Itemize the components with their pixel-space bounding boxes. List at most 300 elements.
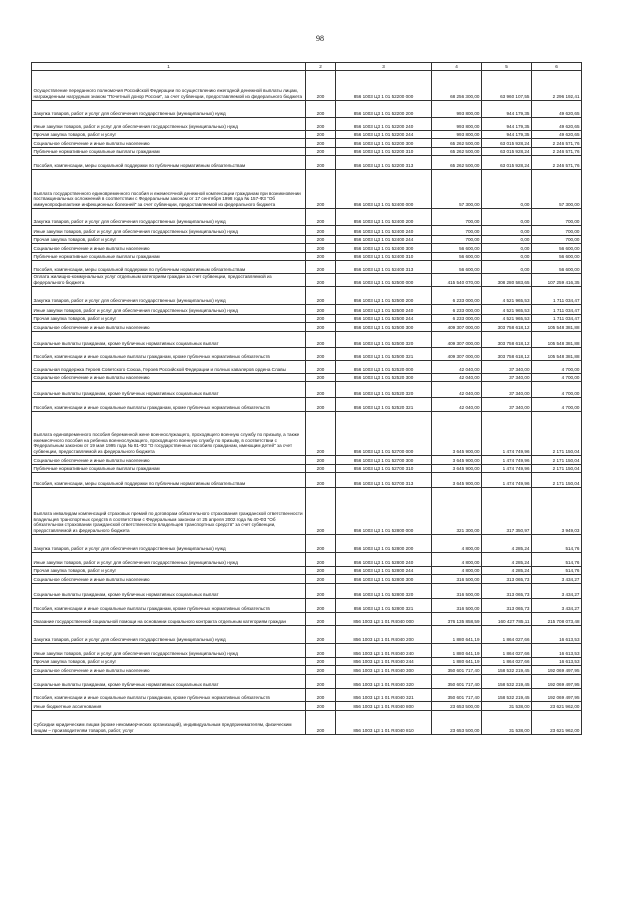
row-description: Пособия, компенсации и иные социальные выплаты гражданам, кроме публичных нормативных обязательств (32, 348, 306, 361)
table-row (32, 274, 582, 287)
row-line-code: 200 (306, 261, 336, 274)
row-line-code: 200 (306, 675, 336, 689)
row-executed-amount: 4 285,24 (482, 567, 532, 575)
table-row (32, 599, 582, 613)
row-budget-classification-code: 856 1003 Ц3 1 01 52200 310 (336, 148, 432, 156)
table-row (32, 323, 582, 332)
row-description: Пособия, компенсации и иные социальные выплаты гражданам, кроме публичных нормативных обязательств (32, 398, 306, 412)
row-description: Пособия, компенсации и иные социальные выплаты гражданам, кроме публичных нормативных обязательств (32, 689, 306, 702)
row-executed-amount: 0,00 (482, 244, 532, 253)
row-approved-amount: 4 800,00 (432, 567, 482, 575)
row-executed-amount: 4 285,24 (482, 535, 532, 553)
table-row (32, 535, 582, 553)
row-executed-amount: 4 285,24 (482, 553, 532, 567)
row-executed-amount: 1 474 749,96 (482, 473, 532, 488)
row-line-code: 200 (306, 398, 336, 412)
table-row (32, 348, 582, 361)
row-approved-amount: 65 262 500,00 (432, 156, 482, 170)
row-line-code: 200 (306, 535, 336, 553)
row-budget-classification-code: 856 1003 Ц3 1 01 R4040 300 (336, 666, 432, 675)
row-executed-amount: 313 065,73 (482, 599, 532, 613)
row-line-code: 200 (306, 689, 336, 702)
row-line-code: 200 (306, 599, 336, 613)
row-description: Иные закупки товаров, работ и услуг для обеспечения государственных (муниципальных) нужд (32, 644, 306, 658)
table-row (32, 374, 582, 382)
row-description: Пособия, компенсации, меры социальной поддержки по публичным нормативным обязательствам (32, 261, 306, 274)
row-unexecuted-amount: 56 600,00 (532, 261, 582, 274)
row-line-code: 200 (306, 361, 336, 374)
row-executed-amount: 158 532 219,45 (482, 666, 532, 675)
table-row (32, 666, 582, 675)
column-number: 4 (432, 63, 482, 71)
table-row (32, 473, 582, 488)
table-row (32, 613, 582, 626)
row-unexecuted-amount: 3 434,27 (532, 584, 582, 599)
row-line-code: 200 (306, 465, 336, 473)
table-row (32, 118, 582, 131)
row-budget-classification-code: 856 1003 Ц3 1 01 52200 200 (336, 101, 432, 118)
row-approved-amount: 3 645 900,00 (432, 473, 482, 488)
row-unexecuted-amount: 2 171 150,04 (532, 473, 582, 488)
row-approved-amount: 700,00 (432, 226, 482, 236)
row-approved-amount: 57 300,00 (432, 170, 482, 209)
budget-execution-table (31, 62, 582, 735)
row-description: Субсидии юридическим лицам (кроме некоммерческих организаций), индивидуальным предпринимателям, физическим лицам – производителям товаров, работ, услуг (32, 711, 306, 735)
row-budget-classification-code: 856 1003 Ц3 1 01 52800 000 (336, 488, 432, 535)
row-approved-amount: 6 233 000,00 (432, 287, 482, 305)
row-line-code: 200 (306, 644, 336, 658)
row-unexecuted-amount: 2 171 150,04 (532, 465, 582, 473)
table-row (32, 644, 582, 658)
row-line-code: 200 (306, 348, 336, 361)
row-description: Выплата государственного единовременного пособия и ежемесячной денежной компенсации гражданам при возникновении поствакцинальных осложнений в соответствии с Федеральным законом от 17 сентября 1998 года № 157-ФЗ "Об иммунопрофилактике инфекционных болезней" за счет субвенции, предоставляемой из федерального бюджета (32, 170, 306, 209)
row-approved-amount: 1 880 641,19 (432, 626, 482, 644)
row-executed-amount: 0,00 (482, 209, 532, 226)
row-unexecuted-amount: 3 434,27 (532, 575, 582, 584)
row-line-code: 200 (306, 553, 336, 567)
row-description: Пособия, компенсации, меры социальной поддержки по публичным нормативным обязательствам (32, 473, 306, 488)
row-line-code: 200 (306, 488, 336, 535)
table-row (32, 315, 582, 323)
row-description: Социальное обеспечение и иные выплаты населению (32, 666, 306, 675)
row-description: Социальные выплаты гражданам, кроме публичных нормативных социальных выплат (32, 675, 306, 689)
table-row (32, 287, 582, 305)
row-budget-classification-code: 856 1003 Ц3 1 01 R4040 000 (336, 613, 432, 626)
row-unexecuted-amount: 215 708 073,48 (532, 613, 582, 626)
row-unexecuted-amount: 49 620,65 (532, 101, 582, 118)
row-budget-classification-code: 856 1003 Ц3 1 01 52400 300 (336, 244, 432, 253)
row-executed-amount: 63 960 107,55 (482, 71, 532, 101)
table-row (32, 658, 582, 666)
row-line-code: 200 (306, 305, 336, 315)
row-budget-classification-code: 856 1003 Ц3 1 01 52400 240 (336, 226, 432, 236)
row-executed-amount: 63 015 928,24 (482, 156, 532, 170)
table-row (32, 156, 582, 170)
row-executed-amount: 944 179,35 (482, 118, 532, 131)
table-row (32, 711, 582, 735)
row-line-code: 200 (306, 118, 336, 131)
row-approved-amount: 42 040,00 (432, 361, 482, 374)
row-line-code: 200 (306, 374, 336, 382)
row-budget-classification-code: 856 1003 Ц3 1 01 52520 321 (336, 398, 432, 412)
row-description: Пособия, компенсации и иные социальные выплаты гражданам, кроме публичных нормативных обязательств (32, 599, 306, 613)
row-executed-amount: 0,00 (482, 226, 532, 236)
row-executed-amount: 63 015 928,24 (482, 139, 532, 148)
row-approved-amount: 415 540 070,00 (432, 274, 482, 287)
row-description: Социальное обеспечение и иные выплаты населению (32, 244, 306, 253)
row-approved-amount: 316 500,00 (432, 575, 482, 584)
row-unexecuted-amount: 700,00 (532, 236, 582, 244)
table-row (32, 553, 582, 567)
row-unexecuted-amount: 49 620,65 (532, 118, 582, 131)
row-budget-classification-code: 856 1003 Ц3 1 01 52800 244 (336, 567, 432, 575)
column-number: 1 (32, 63, 306, 71)
table-row (32, 261, 582, 274)
table-row (32, 689, 582, 702)
row-budget-classification-code: 856 1003 Ц3 1 01 52700 000 (336, 412, 432, 456)
row-description: Социальное обеспечение и иные выплаты населению (32, 374, 306, 382)
column-number: 2 (306, 63, 336, 71)
row-budget-classification-code: 856 1003 Ц3 1 01 52200 000 (336, 71, 432, 101)
table-row (32, 382, 582, 398)
row-description: Публичные нормативные социальные выплаты гражданам (32, 253, 306, 261)
table-row (32, 412, 582, 456)
row-description: Иные закупки товаров, работ и услуг для обеспечения государственных (муниципальных) нужд (32, 118, 306, 131)
table-row (32, 488, 582, 535)
row-line-code: 200 (306, 209, 336, 226)
table-row (32, 236, 582, 244)
row-line-code: 200 (306, 101, 336, 118)
row-executed-amount: 944 179,35 (482, 101, 532, 118)
row-approved-amount: 42 040,00 (432, 398, 482, 412)
row-executed-amount: 158 532 219,45 (482, 675, 532, 689)
table-row (32, 244, 582, 253)
column-number: 5 (482, 63, 532, 71)
row-line-code: 200 (306, 567, 336, 575)
row-line-code: 200 (306, 613, 336, 626)
row-line-code: 200 (306, 236, 336, 244)
table-row (32, 253, 582, 261)
row-budget-classification-code: 856 1003 Ц3 1 01 52400 313 (336, 261, 432, 274)
row-budget-classification-code: 856 1003 Ц3 1 01 52800 240 (336, 553, 432, 567)
row-approved-amount: 6 233 000,00 (432, 305, 482, 315)
row-approved-amount: 376 135 858,59 (432, 613, 482, 626)
table-row (32, 567, 582, 575)
row-unexecuted-amount: 192 069 497,95 (532, 675, 582, 689)
row-unexecuted-amount: 57 300,00 (532, 170, 582, 209)
row-unexecuted-amount: 105 548 381,88 (532, 348, 582, 361)
row-executed-amount: 1 474 749,96 (482, 412, 532, 456)
row-approved-amount: 68 256 300,00 (432, 71, 482, 101)
row-unexecuted-amount: 1 711 034,47 (532, 287, 582, 305)
row-approved-amount: 56 600,00 (432, 244, 482, 253)
row-line-code: 200 (306, 412, 336, 456)
table-row (32, 71, 582, 101)
row-description: Иные закупки товаров, работ и услуг для обеспечения государственных (муниципальных) нужд (32, 305, 306, 315)
row-approved-amount: 409 307 000,00 (432, 323, 482, 332)
row-approved-amount: 23 653 500,00 (432, 711, 482, 735)
row-budget-classification-code: 856 1003 Ц3 1 01 R4040 240 (336, 644, 432, 658)
row-line-code: 200 (306, 139, 336, 148)
page-number: 98 (316, 34, 324, 43)
row-description: Прочая закупка товаров, работ и услуг (32, 236, 306, 244)
row-approved-amount: 4 800,00 (432, 535, 482, 553)
column-number: 3 (336, 63, 432, 71)
row-executed-amount: 303 758 618,12 (482, 323, 532, 332)
row-description: Прочая закупка товаров, работ и услуг (32, 658, 306, 666)
row-description: Прочая закупка товаров, работ и услуг (32, 567, 306, 575)
row-approved-amount: 350 601 717,40 (432, 666, 482, 675)
row-executed-amount: 0,00 (482, 170, 532, 209)
row-approved-amount: 65 262 500,00 (432, 139, 482, 148)
row-unexecuted-amount: 514,76 (532, 535, 582, 553)
row-budget-classification-code: 856 1003 Ц3 1 01 52520 000 (336, 361, 432, 374)
row-line-code: 200 (306, 332, 336, 348)
row-description: Иные закупки товаров, работ и услуг для обеспечения государственных (муниципальных) нужд (32, 553, 306, 567)
table-row (32, 148, 582, 156)
row-approved-amount: 993 800,00 (432, 131, 482, 139)
row-approved-amount: 56 600,00 (432, 261, 482, 274)
row-executed-amount: 1 474 749,96 (482, 456, 532, 465)
table-row (32, 702, 582, 711)
row-line-code: 200 (306, 626, 336, 644)
row-unexecuted-amount: 4 700,00 (532, 398, 582, 412)
table-row (32, 456, 582, 465)
row-unexecuted-amount: 105 548 381,88 (532, 332, 582, 348)
row-unexecuted-amount: 2 246 571,76 (532, 139, 582, 148)
row-line-code: 200 (306, 666, 336, 675)
row-budget-classification-code: 856 1003 Ц3 1 01 R4040 200 (336, 626, 432, 644)
column-number: 6 (532, 63, 582, 71)
row-executed-amount: 4 521 965,53 (482, 315, 532, 323)
table-row (32, 101, 582, 118)
row-budget-classification-code: 856 1003 Ц3 1 01 52500 000 (336, 274, 432, 287)
row-description: Выплата единовременного пособия беременной жене военнослужащего, проходящего военную службу по призыву, а также ежемесячного пособия на ребенка военнослужащего, проходящего военную службу по призыву, в соответствии с Федеральным законом от 19 мая 1995 года № 81-ФЗ "О государственных пособиях гражданам, имеющим детей" за счет субвенции, предоставляемой из федерального бюджета (32, 412, 306, 456)
row-approved-amount: 3 645 900,00 (432, 456, 482, 465)
table-row (32, 209, 582, 226)
row-description: Закупка товаров, работ и услуг для обеспечения государственных (муниципальных) нужд (32, 535, 306, 553)
row-approved-amount: 316 500,00 (432, 584, 482, 599)
row-description: Социальное обеспечение и иные выплаты населению (32, 456, 306, 465)
row-budget-classification-code: 856 1003 Ц3 1 01 R4040 810 (336, 711, 432, 735)
row-description: Социальные выплаты гражданам, кроме публичных нормативных социальных выплат (32, 382, 306, 398)
row-line-code: 200 (306, 71, 336, 101)
row-approved-amount: 1 880 641,19 (432, 658, 482, 666)
row-description: Социальные выплаты гражданам, кроме публичных нормативных социальных выплат (32, 332, 306, 348)
row-executed-amount: 313 065,73 (482, 584, 532, 599)
row-description: Выплата инвалидам компенсаций страховых премий по договорам обязательного страхования гражданской ответственности владельцев транспортных средств в соответствии с Федеральным законом от 25 апреля 2002 года № 40-ФЗ "Об обязательном страховании гражданской ответственности владельцев транспортных средств" за счет субвенции, предоставляемой из федерального бюджета (32, 488, 306, 535)
row-approved-amount: 23 653 500,00 (432, 702, 482, 711)
row-executed-amount: 160 427 785,11 (482, 613, 532, 626)
row-description: Иные закупки товаров, работ и услуг для обеспечения государственных (муниципальных) нужд (32, 226, 306, 236)
row-description: Оказание государственной социальной помощи на основании социального контракта отдельным категориям граждан (32, 613, 306, 626)
row-budget-classification-code: 856 1003 Ц3 1 01 52800 300 (336, 575, 432, 584)
row-line-code: 200 (306, 323, 336, 332)
row-budget-classification-code: 856 1003 Ц3 1 01 52700 300 (336, 456, 432, 465)
row-executed-amount: 317 350,97 (482, 488, 532, 535)
row-description: Прочая закупка товаров, работ и услуг (32, 315, 306, 323)
row-description: Закупка товаров, работ и услуг для обеспечения государственных (муниципальных) нужд (32, 101, 306, 118)
row-unexecuted-amount: 4 700,00 (532, 361, 582, 374)
row-executed-amount: 4 521 965,53 (482, 305, 532, 315)
row-unexecuted-amount: 192 069 497,95 (532, 666, 582, 675)
row-description: Социальное обеспечение и иные выплаты населению (32, 139, 306, 148)
row-executed-amount: 944 179,35 (482, 131, 532, 139)
row-unexecuted-amount: 3 434,27 (532, 599, 582, 613)
row-unexecuted-amount: 514,76 (532, 567, 582, 575)
row-budget-classification-code: 856 1003 Ц3 1 01 52400 000 (336, 170, 432, 209)
row-executed-amount: 63 015 928,24 (482, 148, 532, 156)
row-unexecuted-amount: 23 621 962,00 (532, 702, 582, 711)
row-line-code: 200 (306, 473, 336, 488)
row-unexecuted-amount: 2 171 150,04 (532, 412, 582, 456)
row-description: Закупка товаров, работ и услуг для обеспечения государственных (муниципальных) нужд (32, 626, 306, 644)
row-unexecuted-amount: 1 711 034,47 (532, 315, 582, 323)
row-approved-amount: 409 307 000,00 (432, 332, 482, 348)
row-executed-amount: 31 538,00 (482, 711, 532, 735)
row-budget-classification-code: 856 1003 Ц3 1 01 52500 321 (336, 348, 432, 361)
table-row (32, 139, 582, 148)
row-unexecuted-amount: 3 949,03 (532, 488, 582, 535)
row-executed-amount: 4 521 965,53 (482, 287, 532, 305)
row-executed-amount: 158 532 219,45 (482, 689, 532, 702)
row-executed-amount: 31 538,00 (482, 702, 532, 711)
row-approved-amount: 42 040,00 (432, 382, 482, 398)
row-budget-classification-code: 856 1003 Ц3 1 01 52520 300 (336, 374, 432, 382)
row-description: Публичные нормативные социальные выплаты гражданам (32, 148, 306, 156)
row-description: Прочая закупка товаров, работ и услуг (32, 131, 306, 139)
row-executed-amount: 37 340,00 (482, 361, 532, 374)
row-budget-classification-code: 856 1003 Ц3 1 01 52500 200 (336, 287, 432, 305)
row-budget-classification-code: 856 1003 Ц3 1 01 52800 321 (336, 599, 432, 613)
row-executed-amount: 1 864 027,66 (482, 626, 532, 644)
row-approved-amount: 3 645 900,00 (432, 465, 482, 473)
row-executed-amount: 1 864 027,66 (482, 658, 532, 666)
row-budget-classification-code: 856 1003 Ц3 1 01 52700 313 (336, 473, 432, 488)
table-row (32, 332, 582, 348)
row-line-code: 200 (306, 253, 336, 261)
row-approved-amount: 56 600,00 (432, 253, 482, 261)
row-executed-amount: 1 474 749,96 (482, 465, 532, 473)
row-approved-amount: 1 880 641,19 (432, 644, 482, 658)
row-line-code: 200 (306, 274, 336, 287)
row-budget-classification-code: 856 1003 Ц3 1 01 R4040 800 (336, 702, 432, 711)
row-line-code: 200 (306, 382, 336, 398)
row-budget-classification-code: 856 1003 Ц3 1 01 52400 244 (336, 236, 432, 244)
row-executed-amount: 303 758 618,12 (482, 332, 532, 348)
row-description: Социальная поддержка Героев Советского Союза, Героев Российской Федерации и полных кавалеров ордена Славы (32, 361, 306, 374)
row-executed-amount: 0,00 (482, 253, 532, 261)
row-budget-classification-code: 856 1003 Ц3 1 01 52500 300 (336, 323, 432, 332)
table-row (32, 626, 582, 644)
row-budget-classification-code: 856 1003 Ц3 1 01 52200 240 (336, 118, 432, 131)
row-unexecuted-amount: 49 620,65 (532, 131, 582, 139)
row-unexecuted-amount: 105 548 381,88 (532, 323, 582, 332)
row-unexecuted-amount: 16 613,53 (532, 644, 582, 658)
row-unexecuted-amount: 4 700,00 (532, 382, 582, 398)
row-line-code: 200 (306, 575, 336, 584)
row-unexecuted-amount: 23 621 962,00 (532, 711, 582, 735)
table-row (32, 575, 582, 584)
row-line-code: 200 (306, 148, 336, 156)
row-approved-amount: 350 601 717,40 (432, 689, 482, 702)
row-approved-amount: 700,00 (432, 209, 482, 226)
row-unexecuted-amount: 2 171 150,04 (532, 456, 582, 465)
row-unexecuted-amount: 2 296 192,41 (532, 71, 582, 101)
table-row (32, 675, 582, 689)
table-row (32, 226, 582, 236)
row-budget-classification-code: 856 1003 Ц3 1 01 52800 200 (336, 535, 432, 553)
row-budget-classification-code: 856 1003 Ц3 1 01 R4040 321 (336, 689, 432, 702)
row-executed-amount: 37 340,00 (482, 398, 532, 412)
row-executed-amount: 0,00 (482, 236, 532, 244)
row-unexecuted-amount: 16 613,53 (532, 658, 582, 666)
row-approved-amount: 65 262 500,00 (432, 148, 482, 156)
table-row (32, 131, 582, 139)
row-description: Закупка товаров, работ и услуг для обеспечения государственных (муниципальных) нужд (32, 209, 306, 226)
row-unexecuted-amount: 107 259 416,35 (532, 274, 582, 287)
row-unexecuted-amount: 4 700,00 (532, 374, 582, 382)
row-approved-amount: 316 500,00 (432, 599, 482, 613)
row-approved-amount: 700,00 (432, 236, 482, 244)
row-approved-amount: 350 601 717,40 (432, 675, 482, 689)
row-unexecuted-amount: 514,76 (532, 553, 582, 567)
row-budget-classification-code: 856 1003 Ц3 1 01 52200 313 (336, 156, 432, 170)
column-number-row (32, 63, 582, 71)
row-approved-amount: 993 800,00 (432, 101, 482, 118)
row-executed-amount: 0,00 (482, 261, 532, 274)
row-unexecuted-amount: 1 711 034,47 (532, 305, 582, 315)
row-budget-classification-code: 856 1003 Ц3 1 01 52400 200 (336, 209, 432, 226)
row-approved-amount: 3 645 900,00 (432, 412, 482, 456)
row-line-code: 200 (306, 456, 336, 465)
row-approved-amount: 4 800,00 (432, 553, 482, 567)
row-unexecuted-amount: 700,00 (532, 209, 582, 226)
row-description: Осуществление переданного полномочия Российской Федерации по осуществлению ежегодной денежной выплаты лицам, награжденным нагрудным знаком "Почетный донор России", за счет субвенции, предоставляемой из федерального бюджета (32, 71, 306, 101)
row-approved-amount: 321 300,00 (432, 488, 482, 535)
row-budget-classification-code: 856 1003 Ц3 1 01 52200 300 (336, 139, 432, 148)
row-unexecuted-amount: 2 246 571,76 (532, 148, 582, 156)
row-executed-amount: 1 864 027,66 (482, 644, 532, 658)
table-row (32, 465, 582, 473)
row-line-code: 200 (306, 131, 336, 139)
row-line-code: 200 (306, 170, 336, 209)
row-approved-amount: 409 307 000,00 (432, 348, 482, 361)
row-executed-amount: 313 065,73 (482, 575, 532, 584)
row-line-code: 200 (306, 226, 336, 236)
row-line-code: 200 (306, 244, 336, 253)
row-budget-classification-code: 856 1003 Ц3 1 01 52800 320 (336, 584, 432, 599)
table-row (32, 361, 582, 374)
row-budget-classification-code: 856 1003 Ц3 1 01 52500 240 (336, 305, 432, 315)
row-line-code: 200 (306, 658, 336, 666)
row-line-code: 200 (306, 702, 336, 711)
row-description: Закупка товаров, работ и услуг для обеспечения государственных (муниципальных) нужд (32, 287, 306, 305)
row-budget-classification-code: 856 1003 Ц3 1 01 52200 244 (336, 131, 432, 139)
row-budget-classification-code: 856 1003 Ц3 1 01 R4040 244 (336, 658, 432, 666)
row-line-code: 200 (306, 287, 336, 305)
row-unexecuted-amount: 192 069 497,95 (532, 689, 582, 702)
row-approved-amount: 42 040,00 (432, 374, 482, 382)
row-description: Пособия, компенсации, меры социальной поддержки по публичным нормативным обязательствам (32, 156, 306, 170)
row-budget-classification-code: 856 1003 Ц3 1 01 52400 310 (336, 253, 432, 261)
row-description: Иные бюджетные ассигнования (32, 702, 306, 711)
row-description: Оплата жилищно-коммунальных услуг отдельным категориям граждан за счет субвенции, предоставляемой из федерального бюджета (32, 274, 306, 287)
row-unexecuted-amount: 56 600,00 (532, 244, 582, 253)
row-unexecuted-amount: 2 246 571,76 (532, 156, 582, 170)
row-description: Социальное обеспечение и иные выплаты населению (32, 575, 306, 584)
row-unexecuted-amount: 56 600,00 (532, 253, 582, 261)
